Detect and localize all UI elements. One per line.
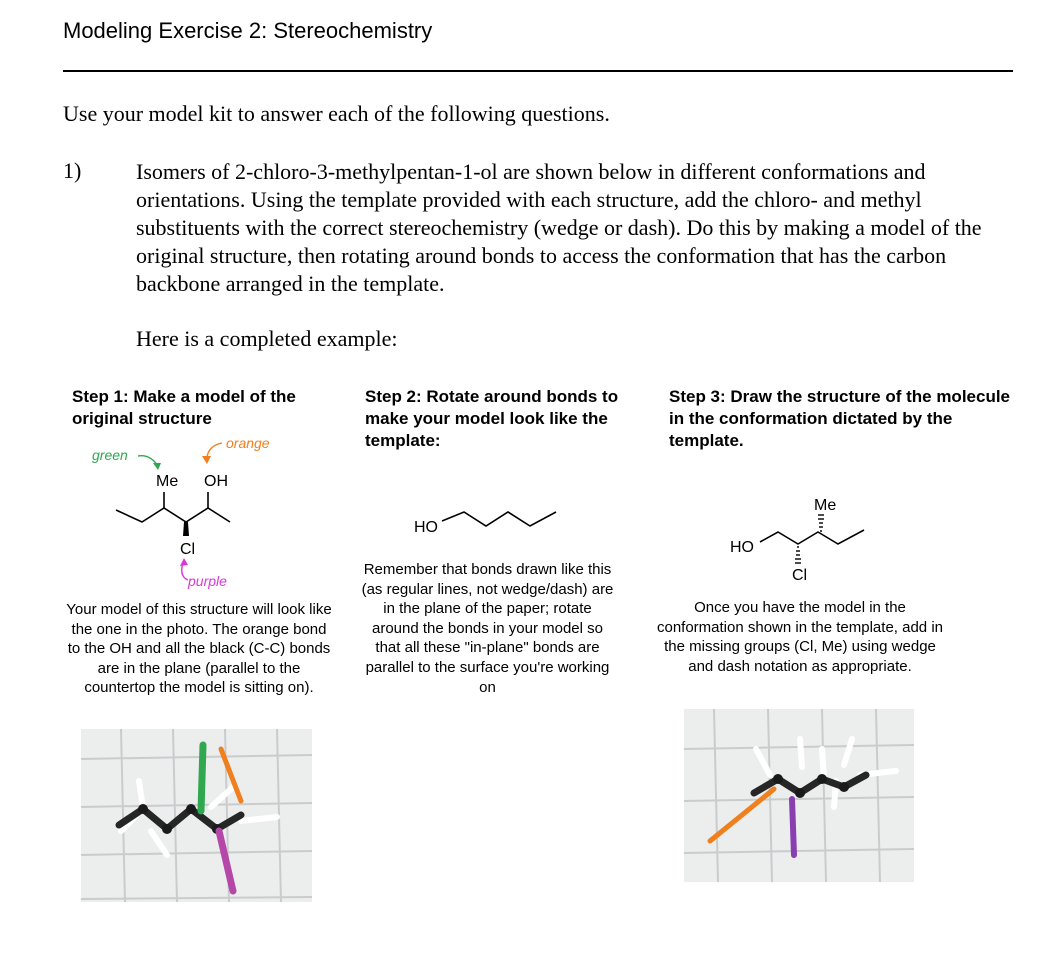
purple-annotation: purple [188, 573, 227, 589]
wedge-bond [183, 522, 189, 536]
atom-ho: HO [730, 539, 754, 556]
page-title: Modeling Exercise 2: Stereochemistry [63, 18, 433, 43]
step1-heading: Step 1: Make a model of the original structure [72, 387, 296, 428]
step1-structure [80, 432, 320, 592]
step2-template [410, 500, 580, 540]
step1-description: Your model of this structure will look like the one in the photo. The orange bond to the OH and all the black (C-C) bonds are in the plane (parallel to the countertop the model is sitting on). [66, 601, 332, 697]
atom-cl: Cl [792, 567, 808, 584]
step3-structure [720, 490, 880, 590]
atom-ho: HO [414, 519, 438, 536]
step2-description: Remember that bonds drawn like this (as regular lines, not wedge/dash) are in the plane of the paper; rotate around the bonds in your model so that all these "in-plane" bonds are parallel to the surface you're working on [361, 561, 614, 696]
step3-model-photo [684, 709, 914, 882]
atom-oh: OH [204, 473, 228, 490]
intro-text: Use your model kit to answer each of the following questions. [63, 101, 610, 126]
step3-description: Once you have the model in the conformation shown in the template, add in the missing groups (Cl, Me) using wedge and dash notation as appropriate. [656, 599, 943, 675]
question-text: Isomers of 2-chloro-3-methylpentan-1-ol are shown below in different conformations and orientations. Using the template provided with each structure, add the chloro- and methyl substituents with the correct stereochemistry (wedge or dash). Do this by making a model of the original structure, then rotating around bonds to access the conformation that has the carbon backbone arranged in the template. [136, 159, 982, 296]
question-number: 1) [63, 158, 82, 183]
green-annotation: green [92, 447, 128, 463]
step1-model-photo [81, 729, 312, 902]
step2-heading: Step 2: Rotate around bonds to make your model look like the template: [365, 387, 619, 450]
atom-me: Me [156, 473, 179, 490]
step3-heading: Step 3: Draw the structure of the molecule in the conformation dictated by the template. [669, 387, 1011, 450]
carbon-backbone [760, 530, 864, 544]
carbon-backbone [442, 512, 556, 526]
dash-bond-me [818, 515, 824, 531]
atom-cl: Cl [180, 541, 196, 558]
orange-annotation: orange [226, 435, 270, 451]
atom-me: Me [814, 497, 837, 514]
dash-bond-cl [795, 547, 801, 563]
title-divider [63, 70, 1013, 72]
carbon-backbone [116, 508, 230, 522]
example-label: Here is a completed example: [136, 326, 398, 351]
